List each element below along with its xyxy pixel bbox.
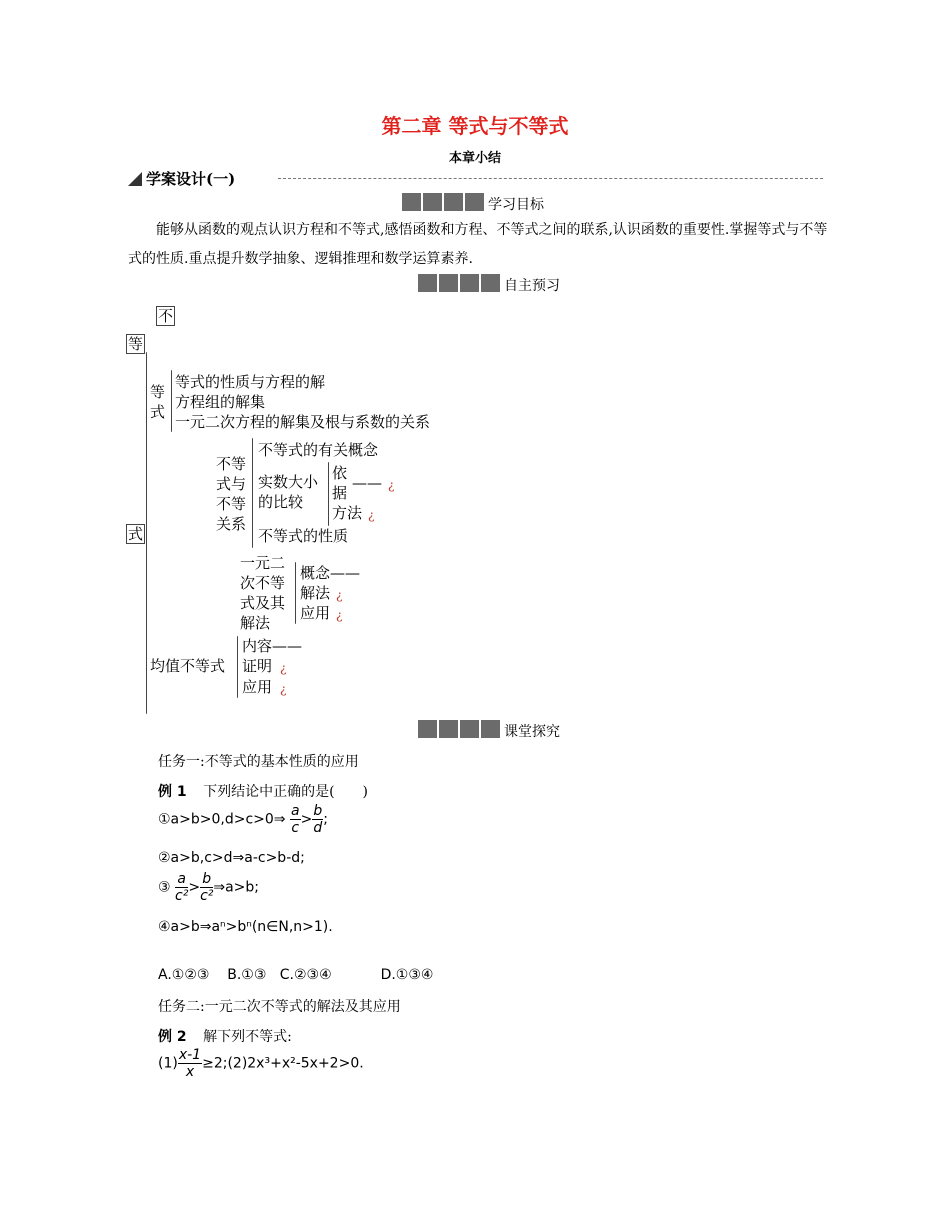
numerator: b: [313, 803, 323, 819]
fraction: [200, 871, 213, 904]
compare-label: 实数大小: [258, 473, 319, 491]
root-char: 等: [128, 335, 144, 353]
method-label: 方法: [332, 504, 363, 522]
option-text: ;: [323, 811, 328, 828]
root-char: 式: [128, 525, 144, 543]
quad-item: 应用: [300, 604, 331, 622]
mark: ¿: [388, 478, 395, 492]
brace: [146, 352, 147, 714]
equality-item: 一元二次方程的解集及根与系数的关系: [175, 413, 431, 431]
fraction: [175, 871, 188, 904]
option-4: ④a>b⇒aⁿ>bⁿ(n∈N,n>1).: [158, 919, 333, 935]
example2-stem: [158, 1026, 292, 1046]
task2-title: 任务二:一元二次不等式的解法及其应用: [158, 999, 401, 1015]
brace: [171, 370, 172, 432]
quad-label: 解法: [240, 614, 271, 632]
mean-item: 内容——: [242, 637, 303, 655]
option-2: ②a>b,c>d⇒a-c>b-d;: [158, 850, 305, 866]
chapter-title: 第二章 等式与不等式: [381, 114, 569, 138]
quad-label: 式及其: [240, 594, 286, 612]
example-text: 解下列不等式:: [203, 1029, 292, 1045]
compare-label: 的比较: [258, 493, 304, 511]
quad-item: 解法: [300, 584, 331, 602]
mean-item: 证明: [242, 657, 273, 675]
option-text: ③: [158, 879, 171, 896]
option-text: ①a>b>0,d>c>0⇒: [158, 811, 286, 828]
example1-stem: [158, 781, 368, 801]
fraction: [312, 803, 323, 836]
explore-header: [418, 720, 588, 738]
example-text: 下列结论中正确的是( ): [203, 784, 369, 800]
ineq-rel-label: 关系: [216, 515, 247, 533]
operator: >: [300, 811, 313, 828]
quad-label: 一元二: [240, 554, 286, 572]
fraction: [290, 803, 301, 836]
denominator: c: [291, 820, 300, 836]
basis-dash: ——: [352, 474, 382, 492]
inequality-text: ≥2;(2)2x³+x²-5x+2>0.: [202, 1055, 364, 1072]
example2-inequalities: [158, 1047, 364, 1080]
ineq-rel-label: 不等: [216, 455, 247, 473]
equality-item: 方程组的解集: [175, 393, 266, 411]
item-number: (1): [158, 1055, 178, 1072]
answer-choices: A.①②③ B.①③ C.②③④ D.①③④: [158, 967, 434, 983]
option-1: [158, 803, 328, 836]
brace: [252, 438, 253, 548]
equality-label: 等: [150, 383, 166, 401]
ineq-rel-label: 式与: [216, 475, 247, 493]
denominator: c²: [200, 888, 214, 904]
denominator: x: [185, 1064, 195, 1080]
option-3: [158, 871, 259, 904]
denominator: c²: [175, 888, 189, 904]
brace: [295, 562, 296, 624]
mark: ¿: [336, 608, 343, 622]
root-char: 不: [158, 307, 174, 325]
mean-item: 应用: [242, 678, 273, 696]
task1-title: 任务一:不等式的基本性质的应用: [158, 754, 359, 770]
operator: >: [188, 879, 201, 896]
brace: [237, 636, 238, 698]
section-title: 本章小结: [448, 151, 501, 166]
brace: [328, 462, 329, 526]
ineq-property: 不等式的性质: [258, 527, 349, 545]
goals-text: 能够从函数的观点认识方程和不等式,感悟函数和方程、不等式之间的联系,认识函数的重要性.掌握等式与不等式的性质.重点提升数学抽象、逻辑推理和数学运算素养.: [128, 222, 828, 267]
option-text: ⇒a>b;: [213, 879, 260, 896]
mark: ¿: [368, 508, 375, 522]
numerator: a: [175, 871, 188, 888]
mark: ¿: [280, 661, 287, 675]
ineq-rel-label: 不等: [216, 495, 247, 513]
numerator: b: [200, 871, 213, 888]
basis-label: 依: [332, 464, 348, 482]
mark: ¿: [336, 588, 343, 602]
preview-header-label: 自主预习: [504, 278, 560, 294]
header-blocks: [418, 720, 500, 738]
banner-title: 学案设计(一): [146, 170, 236, 188]
equality-label: 式: [150, 403, 166, 421]
denominator: d: [313, 820, 323, 836]
mark: ¿: [280, 682, 287, 696]
basis-label: 据: [332, 484, 348, 502]
numerator: a: [290, 803, 300, 819]
example-label: 例 2: [158, 1029, 187, 1045]
ineq-concept: 不等式的有关概念: [258, 441, 379, 459]
example-label: 例 1: [158, 784, 187, 800]
equality-item: 等式的性质与方程的解: [175, 373, 326, 391]
goals-header-label: 学习目标: [488, 197, 544, 213]
numerator: x-1: [178, 1047, 202, 1063]
fraction: [178, 1047, 202, 1080]
quad-label: 次不等: [240, 574, 286, 592]
quad-item: 概念——: [300, 564, 361, 582]
explore-header-label: 课堂探究: [504, 724, 560, 740]
mean-label: 均值不等式: [150, 657, 226, 675]
